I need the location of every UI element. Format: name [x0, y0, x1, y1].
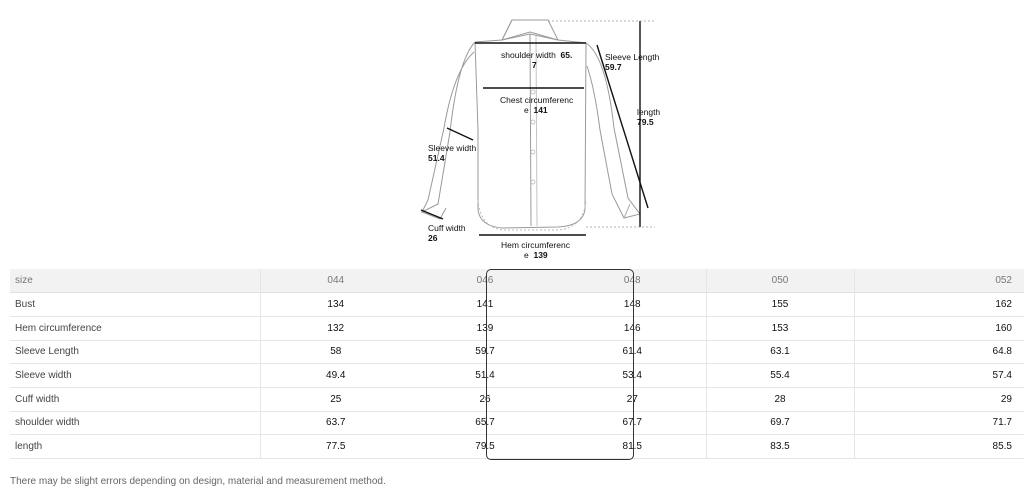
table-cell: 67.7	[559, 411, 706, 435]
table-cell: 71.7	[854, 411, 1024, 435]
table-row	[10, 435, 1024, 459]
size-header-label: size	[10, 269, 260, 293]
table-cell: 55.4	[706, 364, 854, 388]
row-label: Hem circumference	[10, 316, 260, 340]
size-chart-table	[10, 269, 1024, 459]
table-cell: 134	[260, 293, 411, 317]
table-cell: 29	[854, 387, 1024, 411]
table-cell: 83.5	[706, 435, 854, 459]
size-column-044[interactable]: 044	[260, 269, 411, 293]
row-label: Bust	[10, 293, 260, 317]
row-label: Cuff width	[10, 387, 260, 411]
size-header-row	[10, 269, 1024, 293]
table-cell: 63.1	[706, 340, 854, 364]
table-cell: 153	[706, 316, 854, 340]
table-cell: 51.4	[411, 364, 559, 388]
table-cell: 132	[260, 316, 411, 340]
table-cell: 58	[260, 340, 411, 364]
table-cell: 64.8	[854, 340, 1024, 364]
table-cell: 59.7	[411, 340, 559, 364]
size-column-050[interactable]: 050	[706, 269, 854, 293]
sleeve-width-label: Sleeve width 51.4	[428, 143, 477, 163]
size-column-052[interactable]: 052	[854, 269, 1024, 293]
row-label: Sleeve Length	[10, 340, 260, 364]
table-cell: 27	[559, 387, 706, 411]
table-row	[10, 340, 1024, 364]
table-cell: 69.7	[706, 411, 854, 435]
row-label: Sleeve width	[10, 364, 260, 388]
chest-circumference-value: e 141	[524, 105, 548, 115]
table-row	[10, 387, 1024, 411]
table-cell: 65.7	[411, 411, 559, 435]
table-cell: 141	[411, 293, 559, 317]
length-label: length 79.5	[637, 107, 661, 127]
table-cell: 63.7	[260, 411, 411, 435]
table-cell: 155	[706, 293, 854, 317]
row-label: shoulder width	[10, 411, 260, 435]
table-cell: 57.4	[854, 364, 1024, 388]
sleeve-length-label: Sleeve Length 59.7	[605, 52, 660, 72]
table-cell: 85.5	[854, 435, 1024, 459]
hem-circumference-value: e 139	[524, 250, 548, 260]
table-cell: 162	[854, 293, 1024, 317]
table-cell: 148	[559, 293, 706, 317]
row-label: length	[10, 435, 260, 459]
table-cell: 160	[854, 316, 1024, 340]
size-column-046[interactable]: 046	[411, 269, 559, 293]
chest-circumference-label: Chest circumferenc	[500, 95, 574, 105]
cuff-width-label: Cuff width 26	[428, 223, 466, 243]
table-cell: 25	[260, 387, 411, 411]
hem-circumference-label: Hem circumferenc	[501, 240, 570, 250]
table-row	[10, 316, 1024, 340]
table-cell: 79.5	[411, 435, 559, 459]
table-cell: 77.5	[260, 435, 411, 459]
table-row	[10, 293, 1024, 317]
table-cell: 139	[411, 316, 559, 340]
table-cell: 53.4	[559, 364, 706, 388]
table-cell: 61.4	[559, 340, 706, 364]
table-cell: 26	[411, 387, 559, 411]
table-row	[10, 411, 1024, 435]
shoulder-width-label: shoulder width 65.	[501, 50, 573, 60]
table-cell: 28	[706, 387, 854, 411]
size-column-048[interactable]: 048	[559, 269, 706, 293]
measurement-disclaimer: There may be slight errors depending on design, material and measurement method.	[10, 476, 386, 487]
table-cell: 81.5	[559, 435, 706, 459]
table-row	[10, 364, 1024, 388]
table-cell: 49.4	[260, 364, 411, 388]
table-cell: 146	[559, 316, 706, 340]
shoulder-width-value: 7	[532, 60, 537, 70]
